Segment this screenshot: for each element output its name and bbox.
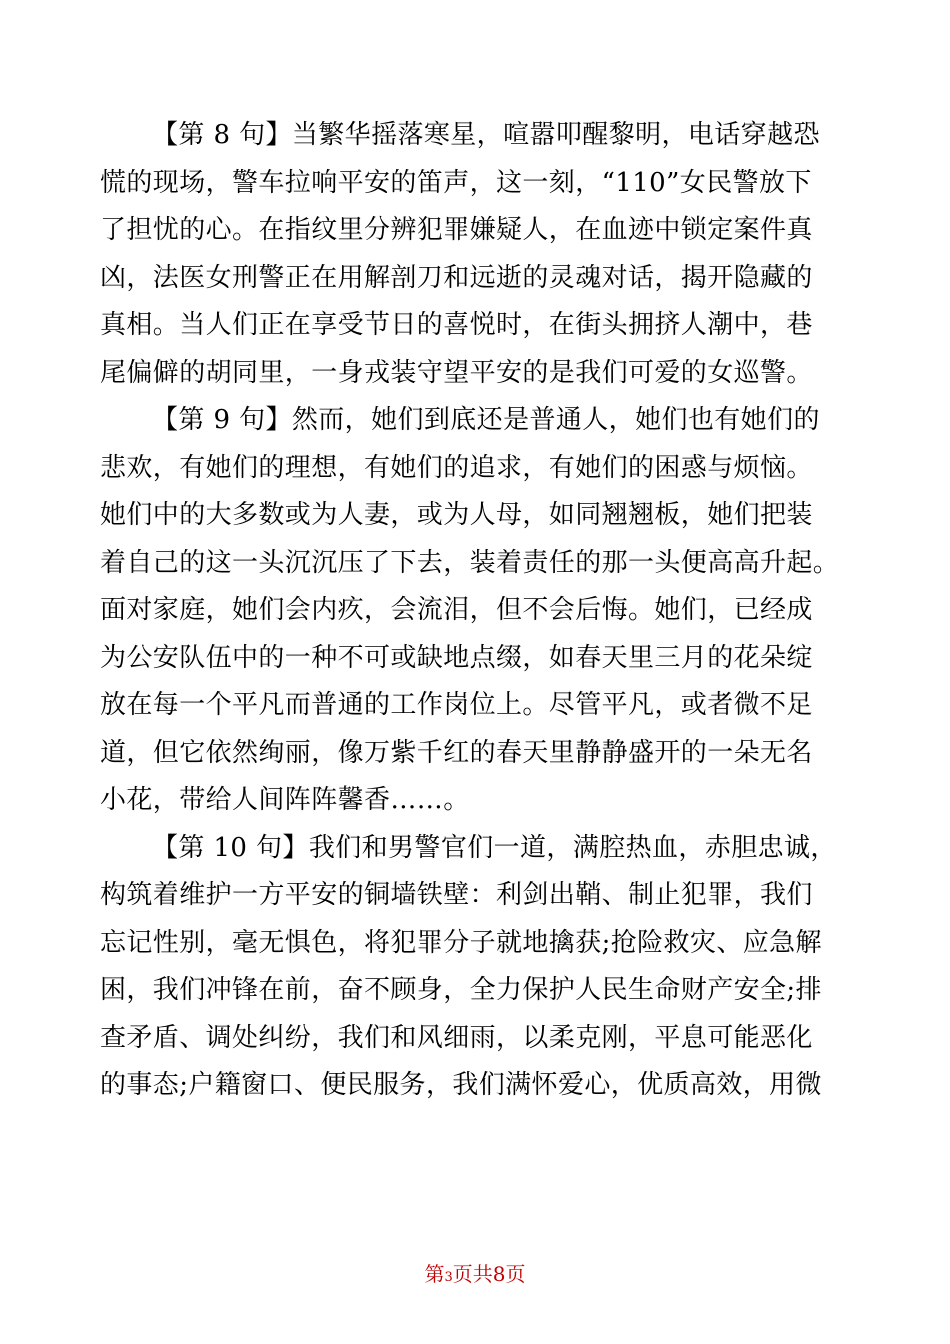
text-line: 尾偏僻的胡同里，一身戎装守望平安的是我们可爱的女巡警。 xyxy=(100,357,813,388)
paragraph-8 xyxy=(100,112,848,397)
text-line: 查矛盾、调处纠纷，我们和风细雨，以柔克刚，平息可能恶化 xyxy=(100,1022,813,1053)
footer-prefix: 第 xyxy=(424,1262,445,1286)
text-line: 道，但它依然绚丽，像万紫千红的春天里静静盛开的一朵无名 xyxy=(100,737,813,768)
text-line: 凶，法医女刑警正在用解剖刀和远逝的灵魂对话，揭开隐藏的 xyxy=(100,262,813,293)
body-text xyxy=(100,112,848,1110)
text-line: 构筑着维护一方平安的铜墙铁壁：利剑出鞘、制止犯罪，我们 xyxy=(100,880,813,910)
text-line: 【第 9 句】然而，她们到底还是普通人，她们也有她们的 xyxy=(152,405,820,435)
text-line: 面对家庭，她们会内疚，会流泪，但不会后悔。她们，已经成 xyxy=(100,595,813,625)
text-line: 为公安队伍中的一种不可或缺地点缀，如春天里三月的花朵绽 xyxy=(100,642,813,673)
text-line: 小花，带给人间阵阵馨香……。 xyxy=(100,785,470,815)
page-footer xyxy=(0,1258,950,1287)
text-line: 悲欢，有她们的理想，有她们的追求，有她们的困惑与烦恼。 xyxy=(100,452,813,483)
text-line: 【第 10 句】我们和男警官们一道，满腔热血，赤胆忠诚， xyxy=(152,832,837,863)
text-line: 慌的现场，警车拉响平安的笛声，这一刻，“110”女民警放下 xyxy=(100,167,812,198)
text-line: 真相。当人们正在享受节日的喜悦时，在街头拥挤人潮中，巷 xyxy=(100,310,813,340)
text-line: 困，我们冲锋在前，奋不顾身，全力保护人民生命财产安全;排 xyxy=(100,975,822,1005)
text-line: 着自己的这一头沉沉压了下去，装着责任的那一头便高高升起。 xyxy=(100,547,840,578)
text-line: 的事态;户籍窗口、便民服务，我们满怀爱心，优质高效，用微 xyxy=(100,1070,822,1100)
paragraph-9 xyxy=(100,397,848,825)
footer-page-number: 3 xyxy=(444,1270,453,1285)
footer-suffix: 页 xyxy=(505,1262,526,1286)
text-line: 放在每一个平凡而普通的工作岗位上。尽管平凡，或者微不足 xyxy=(100,690,813,720)
footer-total-pages: 8 xyxy=(492,1262,506,1286)
text-line: 她们中的大多数或为人妻，或为人母，如同翘翘板，她们把装 xyxy=(100,500,813,530)
paragraph-10 xyxy=(100,825,848,1110)
text-line: 【第 8 句】当繁华摇落寒星，喧嚣叩醒黎明，电话穿越恐 xyxy=(152,120,820,150)
text-line: 忘记性别，毫无惧色，将犯罪分子就地擒获;抢险救灾、应急解 xyxy=(100,927,822,958)
text-line: 了担忧的心。在指纹里分辨犯罪嫌疑人，在血迹中锁定案件真 xyxy=(100,215,813,245)
footer-middle: 页共 xyxy=(452,1262,493,1286)
